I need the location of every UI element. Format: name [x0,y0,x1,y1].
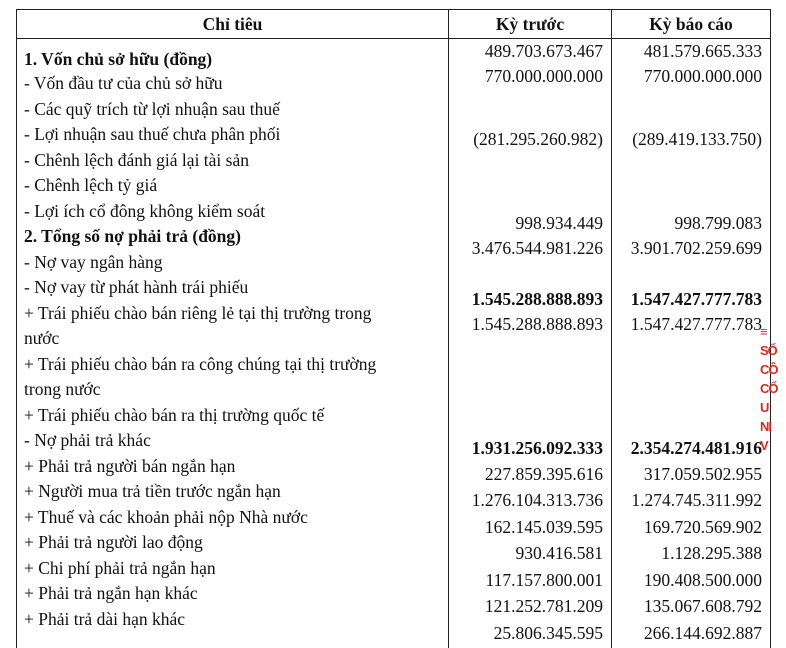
value-prev: 117.157.800.001 [449,572,603,598]
value-curr: 317.059.502.955 [612,470,762,496]
value-prev: 25.806.345.595 [449,623,603,648]
value-prev: 1.276.104.313.736 [449,495,603,521]
value-prev: 770.000.000.000 [449,64,603,91]
value-curr: (289.419.133.750) [612,116,762,163]
value-prev: 162.145.039.595 [449,521,603,547]
value-curr: 770.000.000.000 [612,64,762,91]
stamp-char: U [760,398,784,417]
value-curr-blank [612,393,762,419]
row-label: - Nợ phải trả khác [24,428,448,454]
value-prev: 121.252.781.209 [449,597,603,623]
value-curr: 169.720.569.902 [612,521,762,547]
value-prev: 3.476.544.981.226 [449,240,603,266]
value-curr: 135.067.608.792 [612,597,762,623]
value-prev [449,91,603,116]
value-prev: (281.295.260.982) [449,116,603,163]
row-label: + Phải trả ngắn hạn khác [24,581,448,607]
table-body-row [17,39,771,648]
value-prev [449,189,603,215]
row-label: - Lợi ích cổ đông không kiểm soát [24,199,448,225]
row-label: - Chênh lệch đánh giá lại tài sản [24,148,448,174]
value-curr: 2.354.274.481.916 [612,444,762,470]
row-label: 2. Tổng số nợ phải trả (đồng) [24,224,448,250]
row-label: + Trái phiếu chào bán ra công chúng tại thị trường [24,352,448,378]
header-indicator: Chỉ tiêu [17,10,449,39]
row-label: - Lợi nhuận sau thuế chưa phân phối [24,122,448,148]
value-curr [612,189,762,215]
value-prev-blank [449,342,603,368]
value-curr: 1.547.427.777.783 [612,291,762,317]
row-label-continuation: trong nước [24,377,448,403]
row-label: + Phải trả người lao động [24,530,448,556]
table-header-row [17,10,771,39]
value-prev: 1.545.288.888.893 [449,317,603,343]
value-curr: 998.799.083 [612,214,762,240]
value-curr: 481.579.665.333 [612,39,762,64]
value-curr: 3.901.702.259.699 [612,240,762,266]
stamp-char: CỐ [760,379,784,398]
header-reporting-period: Kỳ báo cáo [612,10,771,39]
value-prev: 1.545.288.888.893 [449,291,603,317]
value-prev [449,163,603,189]
row-label: + Trái phiếu chào bán ra thị trường quốc tế [24,403,448,429]
value-prev [449,368,603,394]
reporting-period-column [612,39,771,648]
value-curr: 1.274.745.311.992 [612,495,762,521]
stamp-char: V [760,436,784,455]
row-label: - Các quỹ trích từ lợi nhuận sau thuế [24,97,448,123]
row-label: - Nợ vay ngân hàng [24,250,448,276]
row-label: 1. Vốn chủ sở hữu (đồng) [24,39,448,71]
indicator-column [17,39,449,648]
row-label: - Vốn đầu tư của chủ sở hữu [24,71,448,97]
value-curr-blank [612,342,762,368]
stamp-char: ≡ [760,322,784,341]
row-label: + Người mua trả tiền trước ngắn hạn [24,479,448,505]
row-label: + Trái phiếu chào bán riêng lẻ tại thị trường trong [24,301,448,327]
value-prev: 998.934.449 [449,214,603,240]
value-prev [449,266,603,292]
row-label: + Chi phí phải trả ngắn hạn [24,556,448,582]
row-label: - Nợ vay từ phát hành trái phiếu [24,275,448,301]
value-prev: 930.416.581 [449,546,603,572]
row-label: + Phải trả người bán ngắn hạn [24,454,448,480]
value-curr: 190.408.500.000 [612,572,762,598]
row-label-continuation: nước [24,326,448,352]
value-curr [612,266,762,292]
stamp-char: NI [760,417,784,436]
red-stamp-fragment [760,322,784,455]
financial-indicator-table [16,9,771,648]
previous-period-column [449,39,612,648]
value-curr: 1.128.295.388 [612,546,762,572]
value-curr [612,91,762,116]
value-prev-blank [449,393,603,419]
value-curr [612,163,762,189]
value-curr [612,368,762,394]
value-curr: 1.547.427.777.783 [612,317,762,343]
value-prev: 489.703.673.467 [449,39,603,64]
row-label: + Phải trả dài hạn khác [24,607,448,633]
row-label: + Thuế và các khoản phải nộp Nhà nước [24,505,448,531]
row-label: - Chênh lệch tỷ giá [24,173,448,199]
stamp-char: SỐ [760,341,784,360]
value-prev: 227.859.395.616 [449,470,603,496]
header-previous-period: Kỳ trước [449,10,612,39]
stamp-char: CÔ [760,360,784,379]
value-prev: 1.931.256.092.333 [449,444,603,470]
value-curr: 266.144.692.887 [612,623,762,648]
